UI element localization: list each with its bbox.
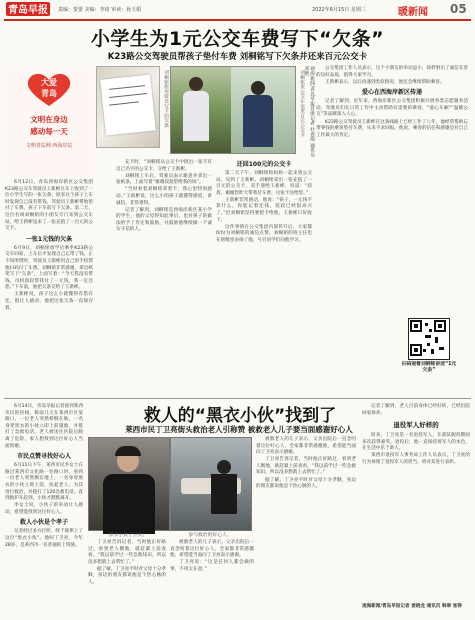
rescuer-photo-caption: 黑衣小伙丁卫亮。 xyxy=(108,533,148,538)
story1-subheading-iou: 一张1元钱的欠条 xyxy=(25,235,73,243)
qr-caption: 扫码观看刘桐铭讲述“1元欠条” xyxy=(401,362,457,373)
newspaper-logo xyxy=(6,2,50,16)
story2-para: 丁卫亮告诉记者，当时他正好路过，看到老人倒地，就赶紧上前查看。“我以前学过一些急救知识，所以没多想就上去帮忙了。” xyxy=(88,540,166,565)
story1-column-4 xyxy=(316,66,468,316)
story1-para: 王新彬说，孩子这么小就懂得有借有还，很让人感动，他把这张欠条一直保存着。 xyxy=(5,292,93,311)
badge-line5: 文明青岛网·西海岸站 xyxy=(25,143,73,149)
story2-para: 据了解，丁卫亮平时对父母十分孝顺，身边的朋友都说他是个热心肠的人。 xyxy=(88,566,166,586)
story1-reporter: 观海新闻/青岛早报首席记者 杜春霞 通讯员 邓艳 xyxy=(303,66,314,158)
story1-column-1 xyxy=(5,180,93,395)
story1-subhead: K23路公交驾驶员帮孩子垫付车费 刘桐铭写下欠条并还来百元公交卡 xyxy=(107,52,368,62)
story2-column-4 xyxy=(362,404,470,604)
child-driver-photo xyxy=(170,66,296,154)
story1-para: 充卡时，“刘桐铭从公交卡中挑出一张写有自己名字的公交卡，交给了王新彬。 xyxy=(116,160,212,172)
story1-intro: 6月12日，青岛西海岸新区公交集团K23路公交车驾驶员王新彬在车上收到了一位小学生写的一张欠条，原来这个孩子上车时发现自己没有带钱，驾驶员王新彬帮他垫付了车费。孩子下车前写下欠条。第二天，这位名叫刘桐铭的小朋友专门来到公交车站，给王新彬送来了一张充值了一百元的公交卡。 xyxy=(5,180,93,232)
story1-para: “当时看着刘桐铭拿着卡，我心里特别感动。”王新彬说，这么小的孩子就懂得感恩，讲诚信，非常难得。 xyxy=(116,187,212,206)
rescue-scene-photo xyxy=(170,437,252,531)
story1-headline: 小学生为1元公交车费写下“欠条” xyxy=(90,28,385,50)
rescuer-photo xyxy=(88,437,170,531)
story2-subheading-search: 市民点赞寻找好心人 xyxy=(16,453,71,461)
story2-headline: 救人的“黑衣小伙”找到了 xyxy=(143,406,337,426)
staff-credit: 责编：贺蕾 美编：李琦 审读：孙玉娟 xyxy=(58,7,142,13)
story2-subheading-son: 救人小伙是个孝子 xyxy=(19,519,68,527)
story1-para: 记者了解到，刘桐铭是西海岸新区某小学的学生，他的父母得知此事后，也对孩子的做法给予了肯定和鼓励，并鼓励他继续做一个诚实守信的人。 xyxy=(116,207,212,233)
story1-para: 记者了解到，近年来，西海岸新区公交集团积极开展各类志愿服务活动，驾驶员们在日常工作中主动帮助有需要的乘客，“爱心车厢”“温暖公交”等品牌深入人心。 xyxy=(316,99,468,118)
page-number: 05 xyxy=(450,2,467,16)
story2-column-2 xyxy=(88,540,166,618)
story2-para: 原来，丁卫亮是一名退役军人，在部队服役期间多次获得嘉奖。退役后，他一直保持着军人的本色，在生活中乐于助人。 xyxy=(362,433,470,452)
badge-line1: 大爱 xyxy=(41,78,57,87)
story2-para: 李女士说，小伙子的举动让人感动，希望能找到这位好心人。 xyxy=(5,503,83,515)
story2-para: 莱西市退役军人事务局工作人员表示，丁卫亮的行为体现了退役军人的担当，将对其进行表彰。 xyxy=(362,453,470,466)
rescue-photo-caption: 参与救治的好心人。 xyxy=(188,533,232,538)
story1-para: 第二天下午，刘桐铭和妈妈一起来到公交站，见到了王新彬。刘桐铭拿出一张充值了一百元的公交卡，双手递给王新彬，说道：“叔叔，谢谢您昨天帮我付车费，这张卡送给您。” xyxy=(216,171,312,196)
story1-para: 王新彬表示，以后再遇到类似情况，他还会继续帮助乘客。 xyxy=(325,79,445,85)
story1-para: 王新彬非常感动，他说：“孩子，一元钱不算什么，你能记着还钱，叔叔已经很高兴了。”但刘桐铭坚持要把卡给他，王新彬只好收下。 xyxy=(216,197,312,223)
story1-para: 公交集团工作人员表示，这个小朋友的举动虽小，却折射出了诚信友善的良好品质，值得大家学习。 xyxy=(316,66,468,78)
story2-column-3b xyxy=(256,437,356,618)
qr-code-icon xyxy=(409,319,447,357)
issue-date: 2022年6月15日 星期三 xyxy=(312,7,366,13)
story1-subheading-love: 爱心在西海岸新区传递 xyxy=(361,89,422,97)
story2-para: 据了解，丁卫亮平时对父母十分孝顺，身边的朋友都说他是个热心肠的人。 xyxy=(256,477,356,490)
masthead-rule xyxy=(4,19,471,21)
story2-column-3 xyxy=(170,540,254,618)
badge-line3: 文明在身边 xyxy=(30,115,68,124)
badge-line2: 青岛 xyxy=(41,89,57,98)
story2-para: 被救老人的儿子表示，父亲出院后一直念叨着这位好心人，全家都非常感激他，希望能当面向丁卫亮表示感谢。 xyxy=(256,437,356,456)
story2-para: 被救老人的儿子表示，父亲出院后一直念叨着这位好心人，全家都非常感激他，希望能当面向丁卫亮表示感谢。 xyxy=(170,540,254,559)
masthead xyxy=(0,0,475,18)
story1-column-2 xyxy=(116,160,212,395)
iou-photo xyxy=(96,66,160,148)
story2-reporter: 观海新闻/青岛早报记者 姜晓龙 通讯员 韩翠 张铮 xyxy=(362,604,462,609)
story2-column-1 xyxy=(5,404,83,616)
story1-para: 6月9日，刘桐铭放学后乘坐K23路公交车回家，上车后才发现自己忘带了钱，正不知所措时，驾驶员王新彬用自己的手机帮他扫码付了车费。刘桐铭非常感谢，拿出纸笔写下“欠条”，上面写着：“今天我没有带钱，司机叔叔帮我付了一元钱，我一定还您。”下车前，他把欠条交给了王新彬。 xyxy=(5,245,93,291)
story2-para: 丁卫亮告诉记者，当时他正好路过，看到老人倒地，就赶紧上前查看。“我以前学过一些急救知识，所以没多想就上去帮忙了。” xyxy=(256,457,356,476)
section-name: 暖新闻 xyxy=(398,7,428,18)
story1-para: 这件事情在公交集团内部传开后，大家都纷纷为刘桐铭的诚信点赞。刘桐铭的班主任也在班级里表扬了他，号召同学们向他学习。 xyxy=(216,224,312,243)
iou-photo-caption: 刘桐铭给驾驶员写下的欠条 xyxy=(163,70,168,128)
story2-para: 丁卫亮说：“这是任何人都会做的事，不用太在意。” xyxy=(170,560,254,572)
story-divider xyxy=(4,398,471,399)
story1-subheading-card: 还回100元的公交卡 xyxy=(236,161,292,168)
story2-subheading-veteran: 退役军人好样的 xyxy=(393,421,439,430)
qr-code[interactable] xyxy=(408,318,450,360)
civility-banner xyxy=(5,66,93,176)
story1-para: K23路公交驾驶员王新彬在这条线路上已经工作了八年，他经常帮助忘带零钱的乘客垫付车费，从来不求回报。他说，乘客的信任和感谢是对自己工作最大的肯定。 xyxy=(316,119,468,138)
story2-subhead: 莱西市民丁卫亮街头救治老人引称赞 被救老人儿子要当面感谢好心人 xyxy=(125,425,353,434)
story2-para: 6月11日下午，莱西市民李女士在路过莱西市文化路一处路口时，看到一位老人突然倒在地上，一名身穿黑衣的小伙立即上前，扶起老人，为其进行救治，并拨打了120急救电话。直到救护车赶到，小伙才默默离开。 xyxy=(5,463,83,502)
story1-para: 刘桐铭上车后，驾驶员表示谢意并拿出一张纸条，上面写着“谢谢叔叔借给我的钱”。 xyxy=(116,173,212,186)
child-photo-caption: 刘桐铭来公交车送来百元公交卡 xyxy=(299,70,304,138)
story2-para: 记者经过多方打听，终于联系上了这位“黑衣小伙”。他叫丁卫亮，今年28岁，是莱西市一名普通的上班族。 xyxy=(5,529,83,548)
story1-column-3 xyxy=(216,160,312,395)
story2-para: 记者了解到，老人目前身体已经好转，已经出院回家休养。 xyxy=(362,404,470,416)
badge-line4: 感动每一天 xyxy=(30,127,68,136)
story2-intro: 6月14日，青岛早报记者接到莱西市民的热线，称前几天在莱西市区某路口，一位老人突然晕倒在地，一名身穿黑衣的小伙立即上前施救，并拨打了急救电话。老人被送往医院后脱离了危险，家人想找到这位好心人当面致谢。 xyxy=(5,404,83,449)
svg-text:青岛早报: 青岛早报 xyxy=(8,5,48,16)
